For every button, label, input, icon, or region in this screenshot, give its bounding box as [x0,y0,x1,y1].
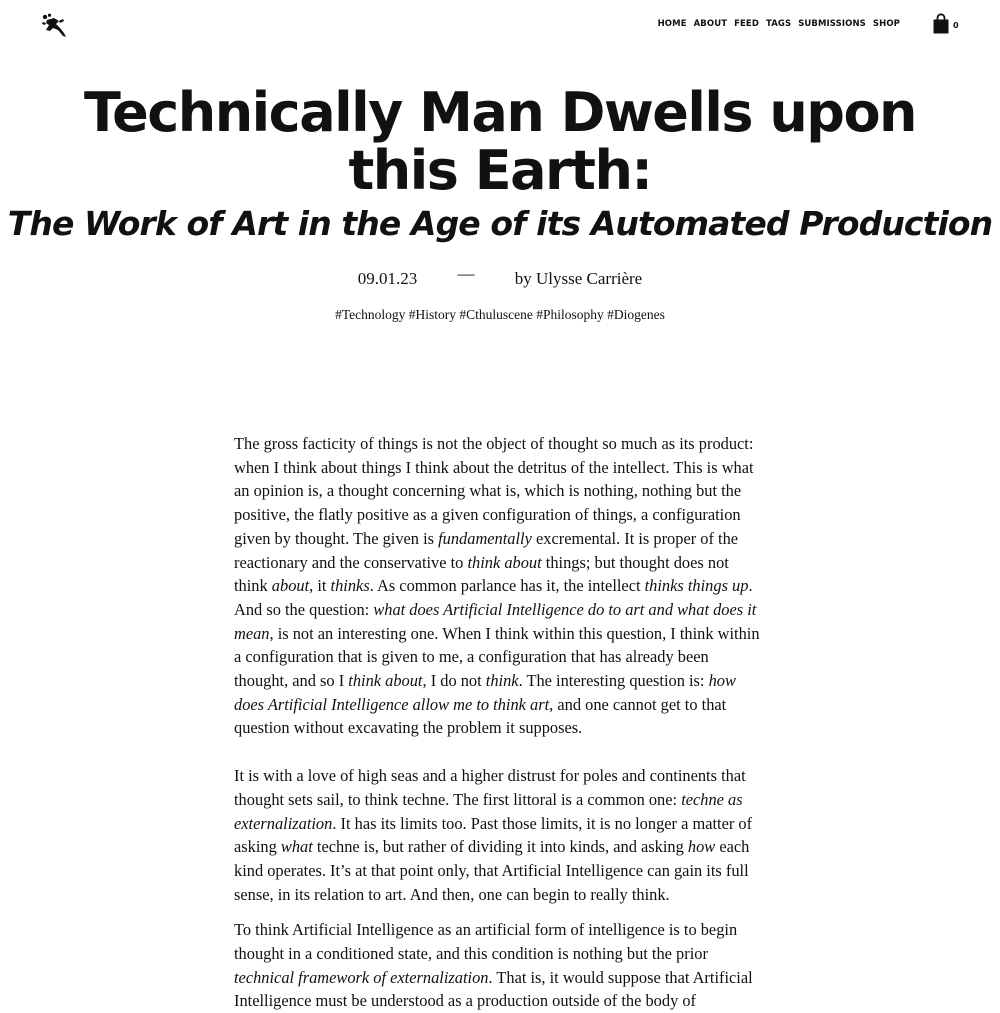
nav-home[interactable]: HOME [657,19,687,29]
body-text: each kind operates. It’s at that point only, that Artificial Intelligence can gain its full sense, in its relation to art. And then, one can begin to really think. [234,837,750,904]
body-text: , I do not [422,671,486,691]
runner-logo-icon [40,12,68,38]
emphasis-text: technical framework of externalization [234,967,489,987]
body-text: , is not an interesting one. When I think within this question, I think within a configuration that is given to me, a configuration that has already been thought, and so I [234,623,760,691]
emphasis-text: how does Artificial Intelligence allow me to think art [234,671,736,714]
article-title: Technically Man Dwells upon this Earth: [83,81,917,202]
article-body [234,432,766,1013]
emphasis-text: thinks things up [644,576,749,596]
emphasis-text: techne as externalization [234,789,743,833]
author-link[interactable]: by Ulysse Carrière [514,269,643,288]
emphasis-text: think about [348,671,423,691]
home-logo-link[interactable] [40,12,68,38]
body-text: . The interesting question is: [518,671,709,691]
paragraph-1 [234,432,766,740]
emphasis-text: what [280,837,313,857]
body-text: things; but thought does not think [234,552,729,596]
body-text: , it [309,576,331,596]
tag-philosophy[interactable]: #Philosophy [536,307,604,322]
nav-submissions[interactable]: SUBMISSIONS [798,19,866,29]
article-subtitle: The Work of Art in the Age of its Automated Production [7,204,993,243]
tag-list [0,306,1000,324]
emphasis-text: think about [467,552,542,572]
article-meta [0,264,1000,290]
article-date: 09.01.23 [357,269,418,288]
paragraph-2 [234,764,766,906]
body-text: techne is, but rather of dividing it into kinds, and asking [312,837,688,857]
emphasis-text: how [687,837,716,857]
nav-tags[interactable]: TAGS [765,19,792,29]
body-text: To think Artificial Intelligence as an artificial form of intelligence is to begin thought in a conditioned state, and this condition is nothing but the prior [234,920,738,964]
nav-shop[interactable]: SHOP [872,19,900,29]
body-text: . That is, it would suppose that Artificial Intelligence must be understood as a production outside of the body of [234,967,753,1011]
emphasis-text: fundamentally [438,528,532,548]
main-nav [658,19,900,29]
emphasis-text: thinks [330,576,370,596]
nav-feed[interactable]: FEED [734,19,759,29]
meta-separator: — [457,264,475,283]
body-text: . As common parlance has it, the intellect [369,576,645,596]
shopping-bag-icon [933,13,949,34]
body-text: , and one cannot get to that question without excavating the problem it supposes. [234,694,727,738]
emphasis-text: what does Artificial Intelligence do to art and what does it mean [234,599,757,643]
cart-count: 0 [953,21,959,30]
cart-button[interactable] [933,13,959,34]
tag-cthuluscene[interactable]: #Cthuluscene [459,307,533,322]
body-text: excremental. It is proper of the reactionary and the conservative to [234,528,739,572]
tag-diogenes[interactable]: #Diogenes [607,307,665,322]
tag-history[interactable]: #History [408,307,457,322]
emphasis-text: think [485,671,519,691]
site-header [0,0,1000,50]
body-text: . It has its limits too. Past those limits, it is no longer a matter of asking [234,813,753,857]
body-text: . And so the question: [234,576,753,619]
nav-about[interactable]: ABOUT [693,19,728,29]
tag-technology[interactable]: #Technology [335,307,406,322]
body-text: The gross facticity of things is not the object of thought so much as its product: when I think about things I think about the detritus of the intellect. This is what an opinion is, a thought concerning what is, which is nothing, nothing but the positive, the flatly positive as a given configuration of things, a configuration given by thought. The given is [234,434,754,548]
paragraph-3 [234,918,766,1013]
emphasis-text: about [271,576,310,596]
body-text: It is with a love of high seas and a higher distrust for poles and continents that thought sets sail, to think techne. The first littoral is a common one: [234,766,746,809]
